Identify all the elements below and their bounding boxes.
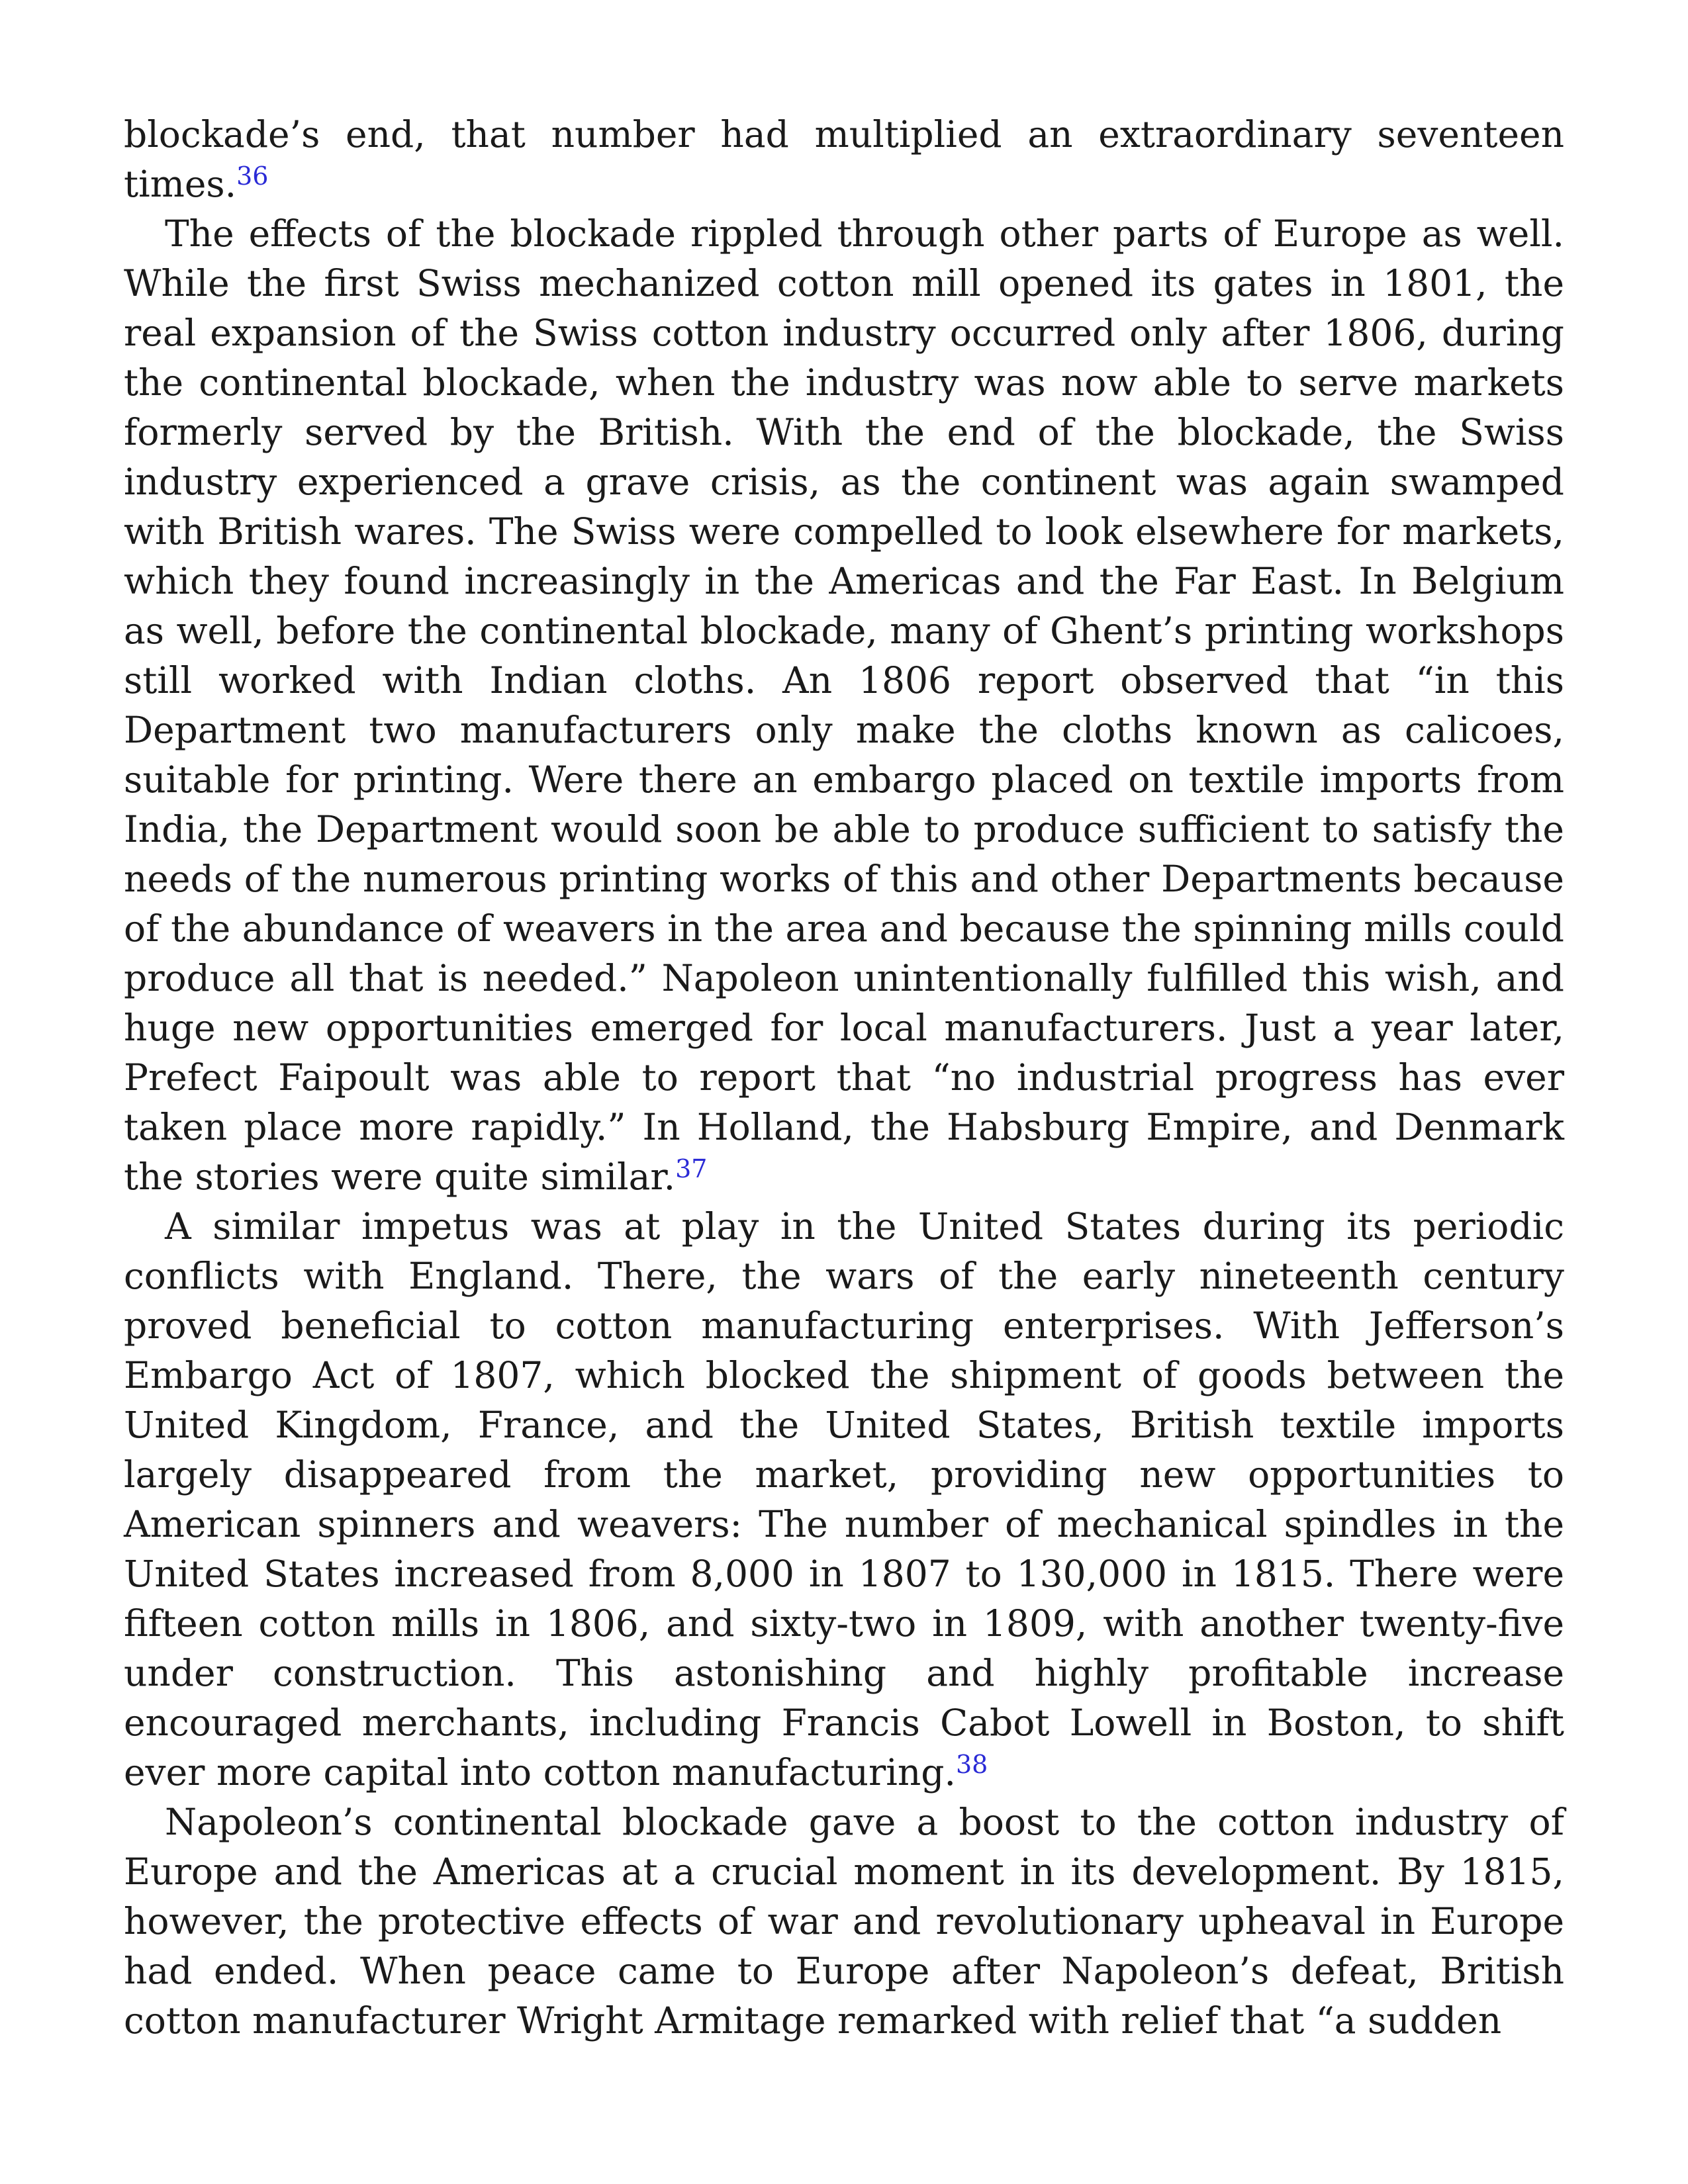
footnote-ref-38[interactable]: 38 (956, 1750, 988, 1779)
paragraph-napoleon-blockade (124, 1797, 1564, 2046)
paragraph-text: A similar impetus was at play in the United States during its periodic conflicts with England. There, the wars of the early nineteenth century proved beneficial to cotton manufacturing enterprises. With Jefferson’s Embargo Act of 1807, which blocked the shipment of goods between the United Kingdom, France, and the United States, British textile imports largely disappeared from the market, providing new opportunities to American spinners and weavers: The number of mechanical spindles in the United States increased from 8,000 in 1807 to 130,000 in 1815. There were fifteen cotton mills in 1806, and sixty-two in 1809, with another twenty-five under construction. This astonishing and highly profitable increase encouraged merchants, including Francis Cabot Lowell in Boston, to shift ever more capital into cotton manufacturing. (124, 1205, 1564, 1794)
paragraph-text: Napoleon’s continental blockade gave a boost to the cotton industry of Europe and the Americas at a crucial moment in its development. By 1815, however, the protective effects of war and revolutionary upheaval in Europe had ended. When peace came to Europe after Napoleon’s defeat, British cotton manufacturer Wright Armitage remarked with relief that “a sudden (124, 1801, 1564, 2042)
footnote-ref-36[interactable]: 36 (236, 161, 269, 191)
paragraph-text: blockade’s end, that number had multiplied an extraordinary seventeen times. (124, 113, 1564, 205)
page-body (124, 110, 1564, 2046)
paragraph-united-states (124, 1202, 1564, 1797)
paragraph-continued (124, 110, 1564, 209)
paragraph-text: The effects of the blockade rippled through other parts of Europe as well. While the first Swiss mechanized cotton mill opened its gates in 1801, the real expansion of the Swiss cotton industry occurred only after 1806, during the continental blockade, when the industry was now able to serve markets formerly served by the British. With the end of the blockade, the Swiss industry experienced a grave crisis, as the continent was again swamped with British wares. The Swiss were compelled to look elsewhere for markets, which they found increasingly in the Americas and the Far East. In Belgium as well, before the continental blockade, many of Ghent’s printing workshops still worked with Indian cloths. An 1806 report observed that “in this Department two manufacturers only make the cloths known as calicoes, suitable for printing. Were there an embargo placed on textile imports from India, the Department would soon be able to produce sufficient to satisfy the needs of the numerous printing works of this and other Departments because of the abundance of weavers in the area and because the spinning mills could produce all that is needed.” Napoleon unintentionally fulfilled this wish, and huge new opportunities emerged for local manufacturers. Just a year later, Prefect Faipoult was able to report that “no industrial progress has ever taken place more rapidly.” In Holland, the Habsburg Empire, and Denmark the stories were quite similar. (124, 212, 1564, 1198)
footnote-ref-37[interactable]: 37 (675, 1154, 708, 1183)
paragraph-blockade-effects (124, 209, 1564, 1202)
